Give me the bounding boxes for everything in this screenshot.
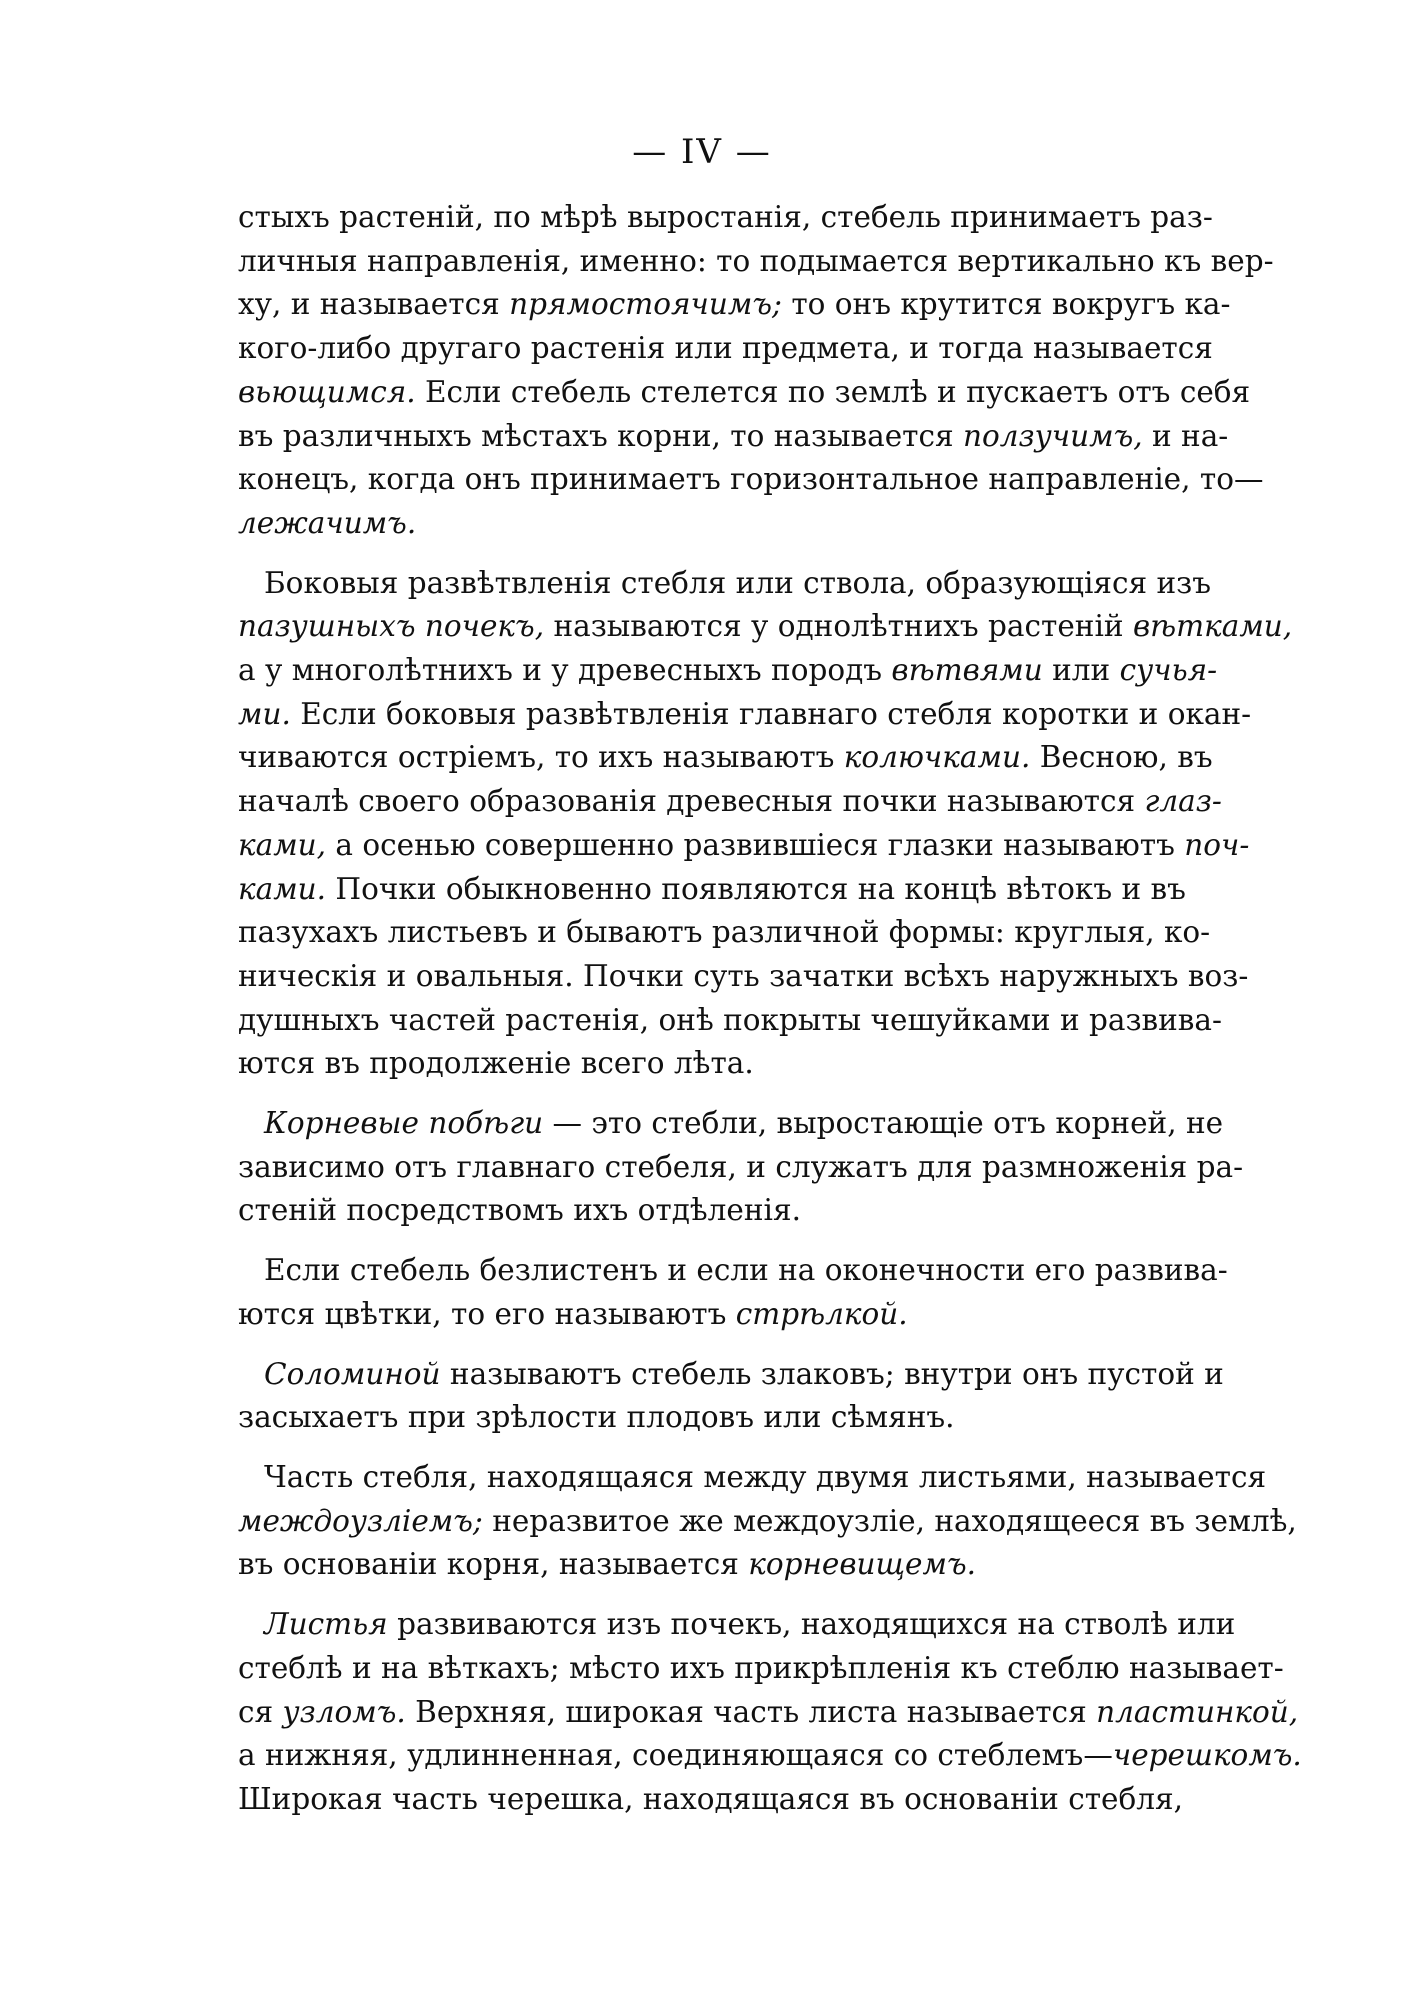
- text-line: [238, 736, 1213, 780]
- text-line: [238, 780, 1222, 824]
- text-segment: Верхняя, широкая часть листа называется: [405, 1694, 1097, 1729]
- text-line: [238, 196, 1213, 240]
- italic-term: пазушныхъ почекъ,: [238, 609, 545, 644]
- text-segment: и на-: [1142, 418, 1229, 453]
- italic-term: вѣтками,: [1132, 609, 1293, 644]
- paragraph: [238, 1102, 1244, 1233]
- page-number: — IV —: [632, 132, 772, 172]
- text-segment: ются въ продолженіе всего лѣта.: [238, 1046, 754, 1081]
- text-line: [238, 649, 1218, 693]
- text-segment: ническія и овальныя. Почки суть зачатки всѣхъ наружныхъ воз-: [238, 958, 1249, 993]
- paragraph: [238, 1603, 1302, 1822]
- text-segment: Если боковыя развѣтвленія главнаго стебля коротки и окан-: [290, 696, 1252, 731]
- text-segment: Почки обыкновенно появляются на концѣ вѣтокъ и въ: [326, 871, 1186, 906]
- text-line: [238, 1691, 1299, 1735]
- paragraph: [238, 196, 1274, 546]
- text-segment: стыхъ растеній, по мѣрѣ выростанія, стебель принимаетъ раз-: [238, 200, 1213, 234]
- italic-term: ползучимъ,: [963, 418, 1143, 453]
- text-segment: Если стебель безлистенъ и если на оконечности его развива-: [264, 1253, 1228, 1288]
- italic-term: Корневые побѣги: [264, 1106, 544, 1141]
- text-segment: Часть стебля, находящаяся между двумя листьями, называется: [264, 1459, 1267, 1494]
- text-segment: ху, и называется: [238, 287, 510, 322]
- text-line: [238, 371, 1251, 415]
- text-segment: зависимо отъ главнаго стебеля, и служатъ для размноженія ра-: [238, 1149, 1244, 1184]
- text-segment: ся: [238, 1694, 283, 1729]
- text-segment: неразвитое же междоузліе, находящееся въ землѣ,: [482, 1503, 1297, 1538]
- text-line: [238, 415, 1229, 459]
- italic-term: Соломиной: [264, 1356, 441, 1391]
- paragraph: [238, 562, 1293, 1086]
- text-line: [238, 1778, 1183, 1822]
- text-line: [238, 1146, 1244, 1190]
- text-line: [238, 240, 1274, 284]
- text-line: [238, 1042, 1170, 1086]
- text-line: [238, 458, 1264, 502]
- text-segment: личныя направленія, именно: то подымается вертикально къ вер-: [238, 243, 1274, 278]
- italic-term: сучья-: [1119, 653, 1218, 688]
- text-segment: въ основаніи корня, называется: [238, 1547, 749, 1582]
- italic-term: пластинкой,: [1096, 1694, 1299, 1729]
- italic-term: черешкомъ.: [1112, 1738, 1302, 1773]
- body-text: [238, 196, 1302, 1822]
- text-line: [238, 605, 1293, 649]
- text-segment: Если стебель стелется по землѣ и пускаетъ отъ себя: [415, 374, 1251, 409]
- italic-term: стрѣлкой.: [735, 1296, 908, 1331]
- paragraph: [238, 1456, 1297, 1587]
- text-segment: то онъ крутится вокругъ ка-: [781, 287, 1231, 322]
- italic-term: узломъ.: [282, 1694, 406, 1729]
- text-segment: — это стебли, выростающіе отъ корней, не: [543, 1106, 1224, 1141]
- italic-term: прямостоячимъ;: [509, 287, 782, 322]
- text-line: [238, 1353, 1224, 1397]
- text-segment: въ различныхъ мѣстахъ корни, то называется: [238, 418, 964, 453]
- text-segment: стеблѣ и на вѣткахъ; мѣсто ихъ прикрѣпленія къ стеблю называет-: [238, 1650, 1284, 1685]
- italic-term: глаз-: [1144, 784, 1222, 819]
- italic-term: вѣтвями: [891, 653, 1043, 688]
- text-segment: кого-либо другаго растенія или предмета, и тогда называется: [238, 331, 1213, 366]
- text-segment: пазухахъ листьевъ и бываютъ различной формы: круглыя, ко-: [238, 915, 1211, 950]
- text-segment: засыхаетъ при зрѣлости плодовъ или сѣмянъ.: [238, 1400, 955, 1435]
- text-line: [238, 1249, 1228, 1293]
- italic-term: корневищемъ.: [748, 1547, 977, 1582]
- text-line: [238, 327, 1213, 371]
- italic-term: междоузліемъ;: [238, 1503, 483, 1538]
- text-segment: Боковыя развѣтвленія стебля или ствола, образующіяся изъ: [264, 565, 1212, 600]
- text-segment: а осенью совершенно развившіеся глазки называютъ: [326, 827, 1185, 862]
- italic-term: вьющимся.: [238, 374, 416, 409]
- text-segment: ются цвѣтки, то его называютъ: [238, 1296, 736, 1331]
- text-segment: называютъ стебель злаковъ; внутри онъ пустой и: [440, 1356, 1224, 1391]
- text-line: [238, 1543, 1170, 1587]
- italic-term: поч-: [1184, 827, 1250, 862]
- text-line: [238, 1456, 1267, 1500]
- text-segment: душныхъ частей растенія, онѣ покрыты чешуйками и развива-: [238, 1002, 1222, 1037]
- text-segment: чиваются остріемъ, то ихъ называютъ: [238, 740, 844, 775]
- text-line: [238, 283, 1231, 327]
- text-segment: называются у однолѣтнихъ растеній: [544, 609, 1133, 644]
- text-line: [238, 868, 1186, 912]
- text-line: [238, 955, 1249, 999]
- text-line: [238, 693, 1252, 737]
- text-segment: началѣ своего образованія древесныя почки называются: [238, 784, 1145, 819]
- text-line: [238, 1293, 1170, 1337]
- italic-term: ками.: [238, 871, 327, 906]
- text-line: [238, 1102, 1224, 1146]
- text-segment: или: [1042, 653, 1120, 688]
- italic-term: колючками.: [843, 740, 1031, 775]
- paragraph: [238, 1353, 1224, 1440]
- text-segment: развиваются изъ почекъ, находящихся на стволѣ или: [387, 1607, 1236, 1642]
- italic-term: лежачимъ.: [238, 505, 417, 540]
- text-line: [238, 1396, 1170, 1440]
- text-segment: конецъ, когда онъ принимаетъ горизонтальное направленіе, то—: [238, 462, 1264, 497]
- text-line: [238, 999, 1222, 1043]
- text-line: [238, 911, 1211, 955]
- text-line: [238, 502, 1170, 546]
- text-line: [238, 1734, 1302, 1778]
- text-line: [238, 1603, 1236, 1647]
- text-line: [238, 562, 1212, 606]
- text-line: [238, 1500, 1297, 1544]
- text-segment: Весною, въ: [1030, 740, 1213, 775]
- text-segment: Широкая часть черешка, находящаяся въ основаніи стебля,: [238, 1781, 1183, 1816]
- paragraph: [238, 1249, 1228, 1336]
- italic-term: Листья: [264, 1607, 388, 1642]
- text-line: [238, 1189, 1170, 1233]
- text-segment: а нижняя, удлинненная, соединяющаяся со стеблемъ—: [238, 1738, 1113, 1773]
- text-segment: стеній посредствомъ ихъ отдѣленія.: [238, 1193, 801, 1228]
- italic-term: ками,: [238, 827, 327, 862]
- text-line: [238, 824, 1250, 868]
- italic-term: ми.: [238, 696, 291, 731]
- text-line: [238, 1647, 1284, 1691]
- text-segment: а у многолѣтнихъ и у древесныхъ породъ: [238, 653, 892, 688]
